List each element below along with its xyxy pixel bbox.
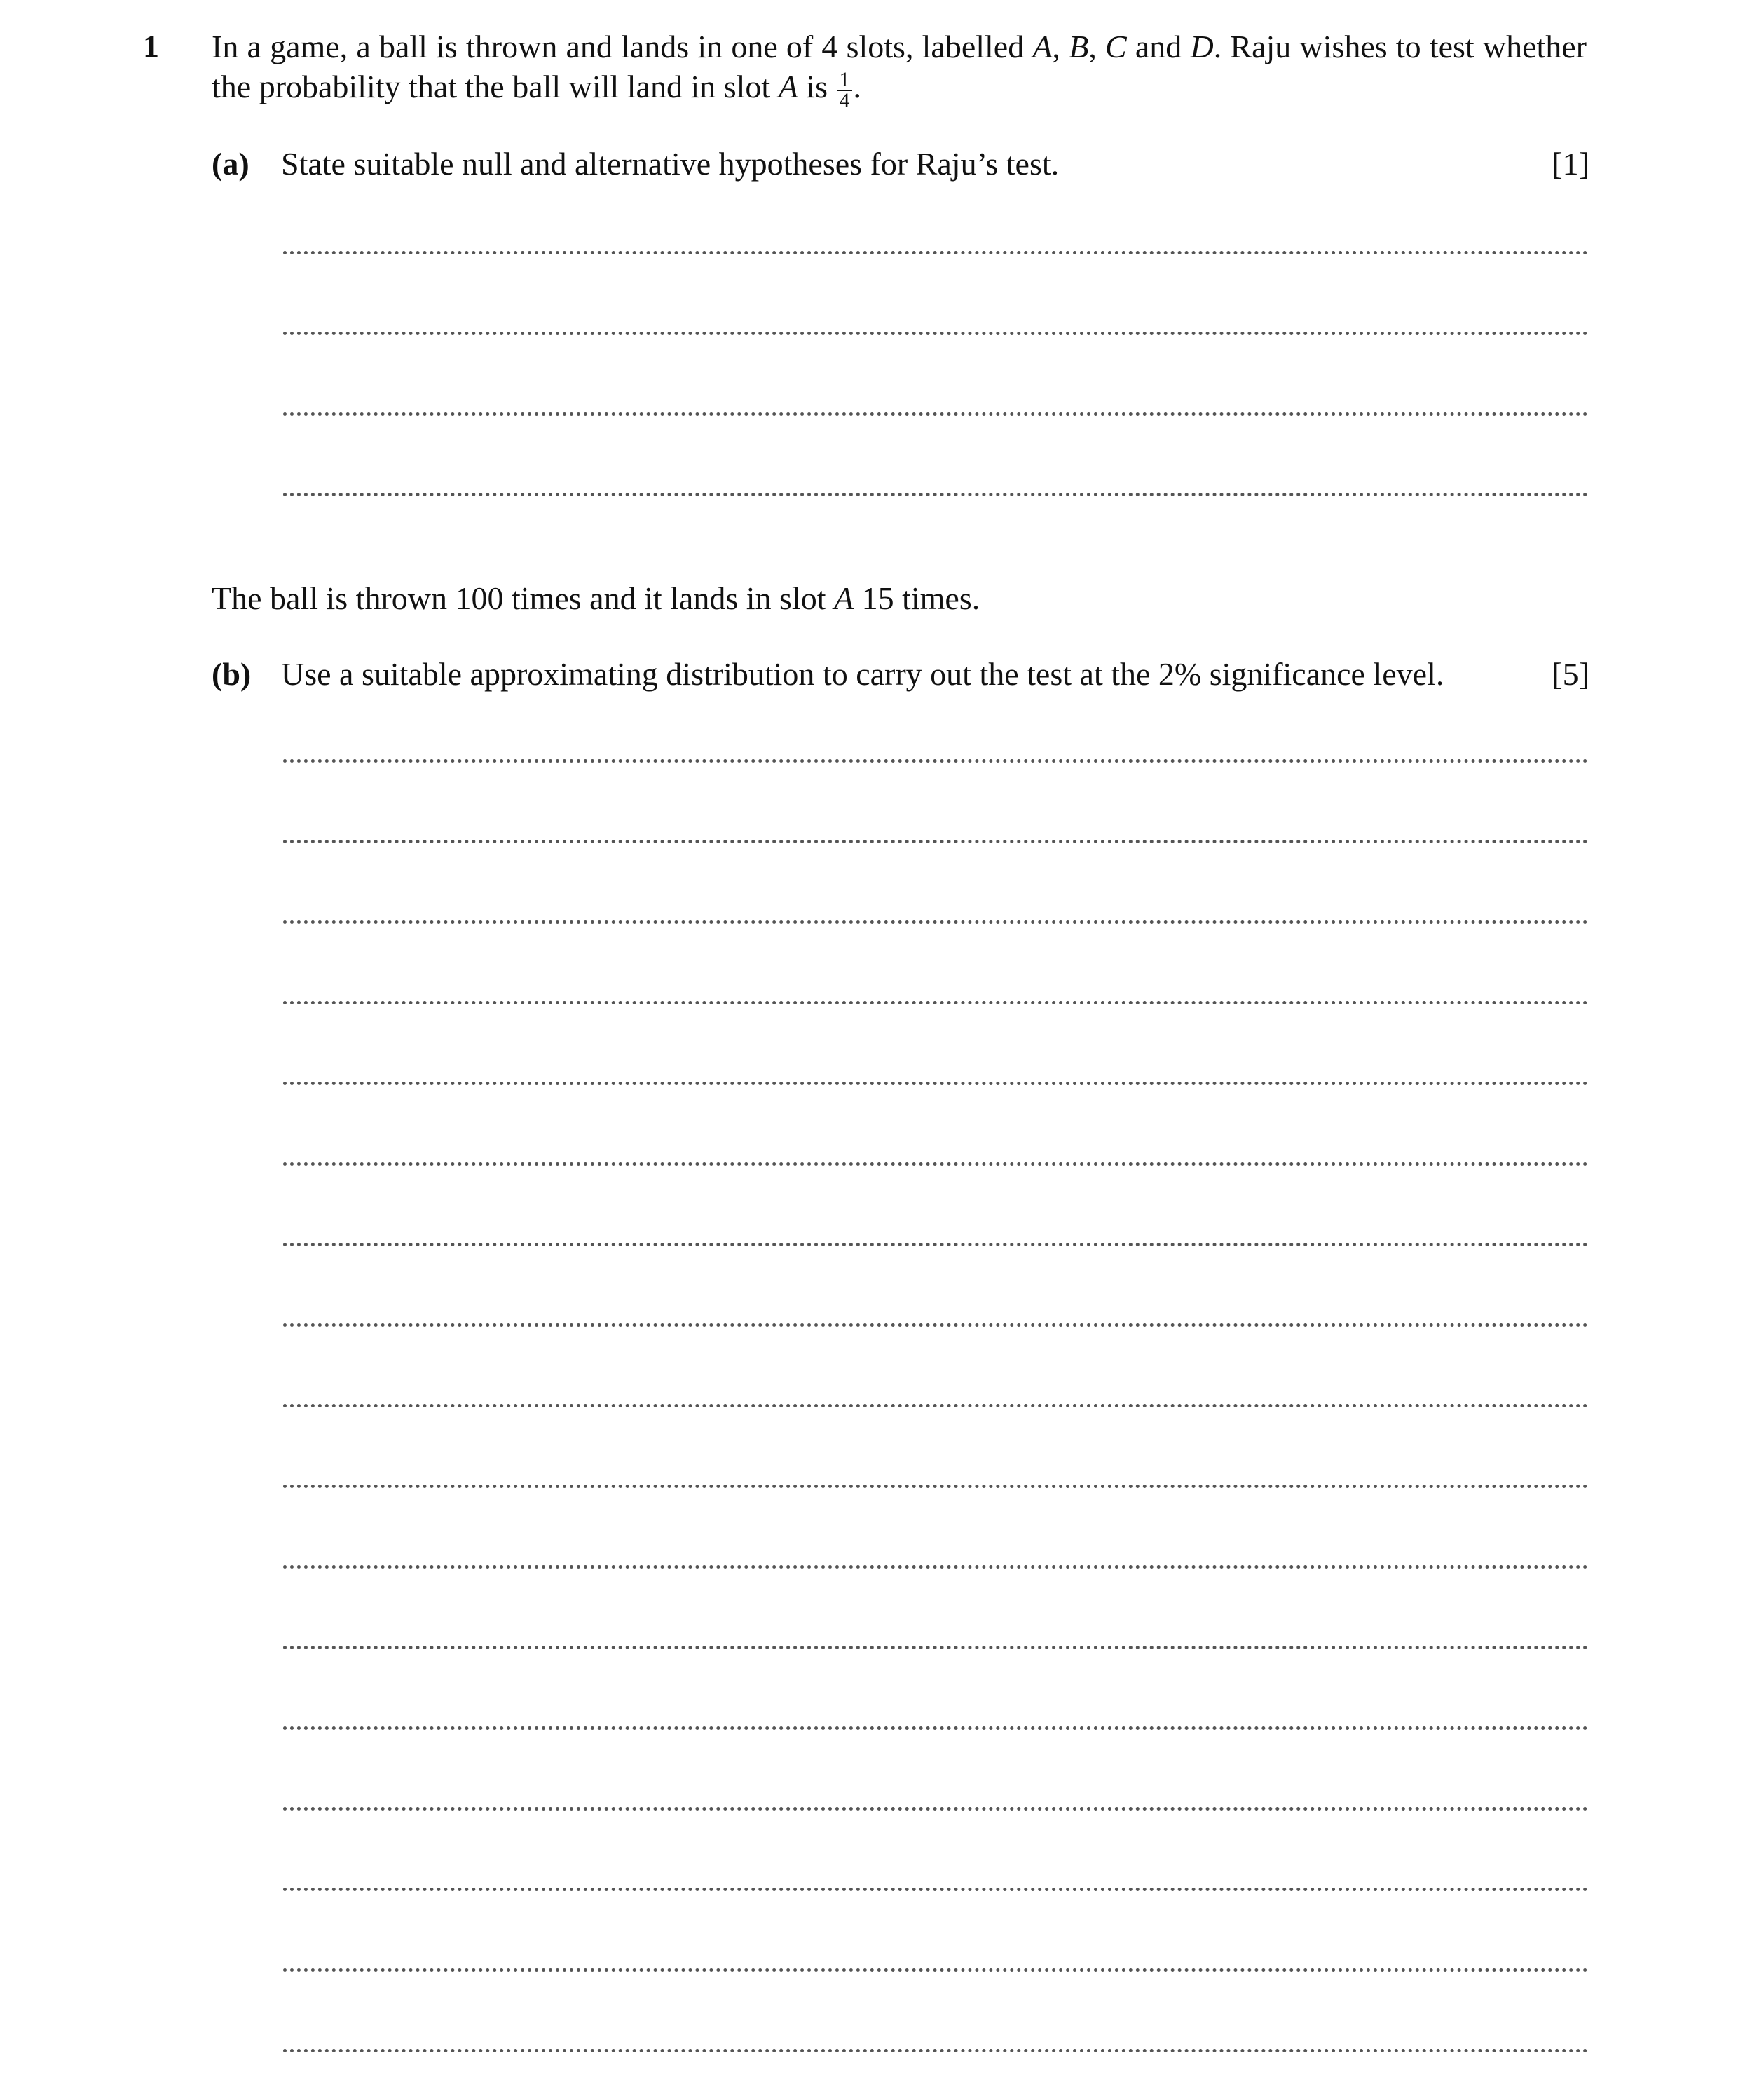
part-a-marks: [1] bbox=[1552, 146, 1589, 182]
answer-line[interactable] bbox=[283, 493, 1588, 496]
answer-line[interactable] bbox=[283, 1888, 1588, 1891]
part-b-marks: [5] bbox=[1552, 656, 1589, 692]
fraction-one-quarter bbox=[837, 70, 852, 111]
separator: , bbox=[1088, 29, 1105, 64]
part-b-text: Use a suitable approximating distribution to carry out the test at the 2% significance level. bbox=[281, 656, 1444, 692]
answer-line[interactable] bbox=[283, 1162, 1588, 1166]
info-text-after: 15 times. bbox=[854, 580, 980, 616]
slot-a: A bbox=[833, 580, 854, 616]
info-text bbox=[212, 579, 980, 618]
slot-d: D bbox=[1190, 29, 1214, 64]
answer-line[interactable] bbox=[283, 412, 1588, 416]
stem-text: In a game, a ball is thrown and lands in one of 4 slots, labelled bbox=[212, 29, 1033, 64]
answer-line[interactable] bbox=[283, 332, 1588, 335]
answer-line[interactable] bbox=[283, 1243, 1588, 1246]
part-a-label: (a) bbox=[212, 146, 249, 182]
answer-line[interactable] bbox=[283, 1485, 1588, 1488]
answer-line[interactable] bbox=[283, 1404, 1588, 1407]
slot-a: A bbox=[778, 69, 798, 104]
answer-line[interactable] bbox=[283, 251, 1588, 254]
answer-line[interactable] bbox=[283, 2049, 1588, 2052]
and-text: and bbox=[1126, 29, 1191, 64]
answer-line[interactable] bbox=[283, 1726, 1588, 1730]
is-text: is bbox=[798, 69, 836, 104]
period: . bbox=[853, 69, 862, 104]
answer-line[interactable] bbox=[283, 920, 1588, 924]
fraction-numerator: 1 bbox=[837, 70, 852, 91]
slot-a: A bbox=[1032, 29, 1053, 64]
question-number: 1 bbox=[143, 28, 159, 64]
part-a-text: State suitable null and alternative hypotheses for Raju’s test. bbox=[281, 146, 1060, 182]
answer-line[interactable] bbox=[283, 1968, 1588, 1972]
answer-line[interactable] bbox=[283, 1565, 1588, 1569]
slot-c: C bbox=[1105, 29, 1127, 64]
fraction-denominator: 4 bbox=[839, 89, 850, 112]
answer-line[interactable] bbox=[283, 759, 1588, 763]
part-b-label: (b) bbox=[212, 656, 252, 692]
answer-line[interactable] bbox=[283, 1646, 1588, 1649]
slot-b: B bbox=[1069, 29, 1089, 64]
answer-line[interactable] bbox=[283, 840, 1588, 843]
answer-line[interactable] bbox=[283, 1807, 1588, 1811]
answer-line[interactable] bbox=[283, 1323, 1588, 1327]
info-text-before: The ball is thrown 100 times and it lands in slot bbox=[212, 580, 834, 616]
separator: , bbox=[1052, 29, 1069, 64]
question-stem bbox=[212, 27, 1587, 111]
answer-line[interactable] bbox=[283, 1001, 1588, 1004]
answer-line[interactable] bbox=[283, 1082, 1588, 1085]
stem-text-2: . Raju wishes to test whether the probability that the ball will land in slot bbox=[212, 29, 1587, 104]
